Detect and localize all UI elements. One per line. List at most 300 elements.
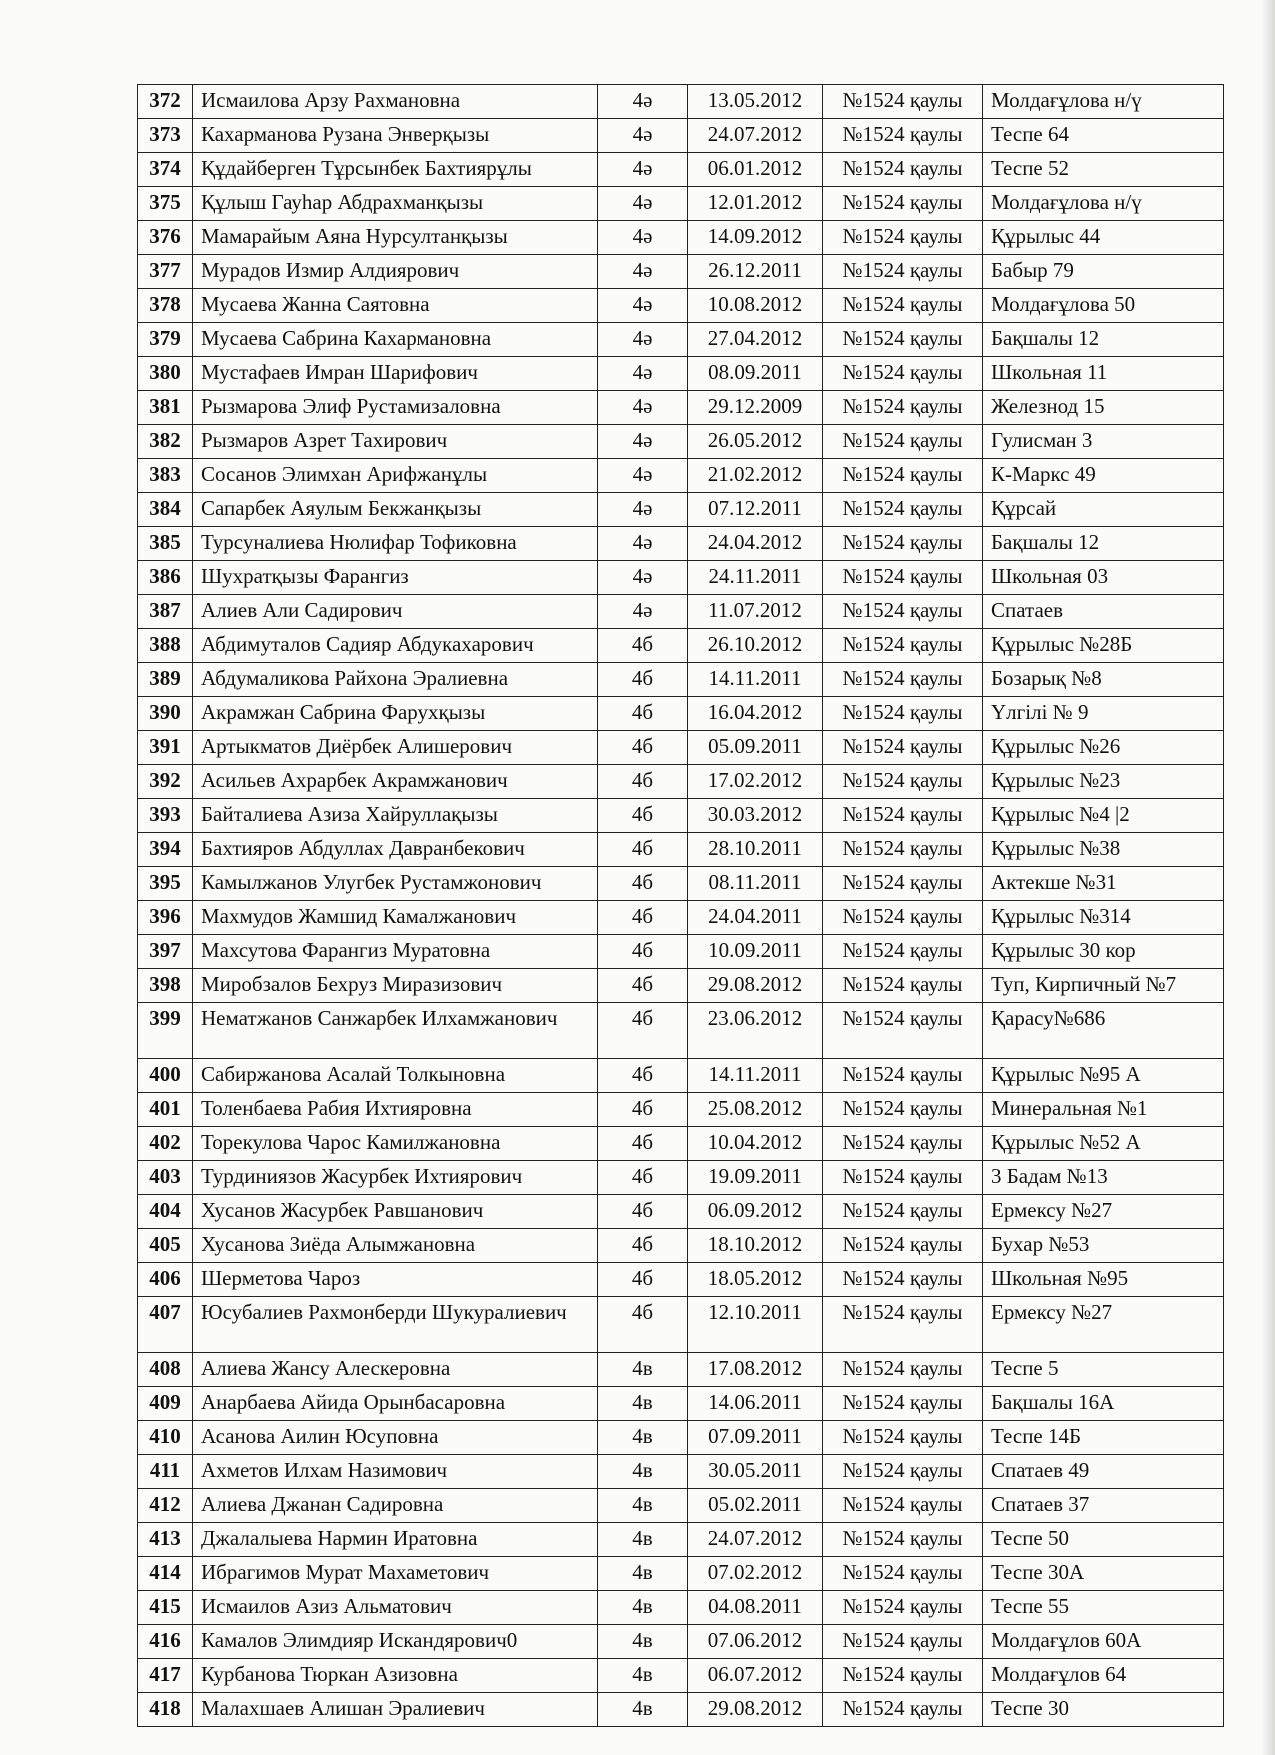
student-name: Акрамжан Сабрина Фарухқызы	[193, 697, 598, 731]
decree-reference: №1524 қаулы	[823, 867, 983, 901]
class-grade: 4б	[598, 1229, 688, 1263]
decree-reference: №1524 қаулы	[823, 255, 983, 289]
address: Спатаев 49	[983, 1455, 1224, 1489]
class-grade: 4б	[598, 1297, 688, 1353]
table-row	[138, 85, 1224, 119]
table-row	[138, 1625, 1224, 1659]
birth-date: 17.02.2012	[688, 765, 823, 799]
decree-reference: №1524 қаулы	[823, 1127, 983, 1161]
class-grade: 4б	[598, 833, 688, 867]
table-row	[138, 1659, 1224, 1693]
class-grade: 4ә	[598, 595, 688, 629]
table-row	[138, 765, 1224, 799]
row-number: 394	[138, 833, 193, 867]
address: Молдағұлова н/ү	[983, 85, 1224, 119]
birth-date: 29.12.2009	[688, 391, 823, 425]
decree-reference: №1524 қаулы	[823, 323, 983, 357]
table-row	[138, 527, 1224, 561]
address: Минеральная №1	[983, 1093, 1224, 1127]
decree-reference: №1524 қаулы	[823, 1093, 983, 1127]
student-name: Асильев Ахрарбек Акрамжанович	[193, 765, 598, 799]
student-name: Камылжанов Улугбек Рустамжонович	[193, 867, 598, 901]
address: Құрылыс 44	[983, 221, 1224, 255]
address: Туп, Кирпичный №7	[983, 969, 1224, 1003]
class-grade: 4ә	[598, 289, 688, 323]
birth-date: 08.09.2011	[688, 357, 823, 391]
address: Бақшалы 12	[983, 527, 1224, 561]
table-row	[138, 391, 1224, 425]
address: Бақшалы 12	[983, 323, 1224, 357]
decree-reference: №1524 қаулы	[823, 1625, 983, 1659]
decree-reference: №1524 қаулы	[823, 663, 983, 697]
student-name: Құлыш Гауһар Абдрахманқызы	[193, 187, 598, 221]
student-name: Алиев Али Садирович	[193, 595, 598, 629]
table-row	[138, 1297, 1224, 1353]
birth-date: 28.10.2011	[688, 833, 823, 867]
address: Қарасу№686	[983, 1003, 1224, 1059]
decree-reference: №1524 қаулы	[823, 1195, 983, 1229]
class-grade: 4б	[598, 663, 688, 697]
table-row	[138, 1353, 1224, 1387]
decree-reference: №1524 қаулы	[823, 493, 983, 527]
birth-date: 06.01.2012	[688, 153, 823, 187]
class-grade: 4в	[598, 1387, 688, 1421]
decree-reference: №1524 қаулы	[823, 595, 983, 629]
address: К-Маркс 49	[983, 459, 1224, 493]
class-grade: 4ә	[598, 391, 688, 425]
address: Молдағұлова н/ү	[983, 187, 1224, 221]
table-row	[138, 1059, 1224, 1093]
class-grade: 4б	[598, 1127, 688, 1161]
decree-reference: №1524 қаулы	[823, 153, 983, 187]
scan-edge-shadow	[1261, 0, 1275, 1755]
class-grade: 4ә	[598, 153, 688, 187]
student-name: Ибрагимов Мурат Махаметович	[193, 1557, 598, 1591]
student-name: Алиева Джанан Садировна	[193, 1489, 598, 1523]
row-number: 400	[138, 1059, 193, 1093]
decree-reference: №1524 қаулы	[823, 1591, 983, 1625]
decree-reference: №1524 қаулы	[823, 561, 983, 595]
address: Құрылыс №95 А	[983, 1059, 1224, 1093]
decree-reference: №1524 қаулы	[823, 1161, 983, 1195]
student-name: Сосанов Элимхан Арифжанұлы	[193, 459, 598, 493]
table-row	[138, 493, 1224, 527]
table-row	[138, 663, 1224, 697]
class-grade: 4ә	[598, 493, 688, 527]
address: 3 Бадам №13	[983, 1161, 1224, 1195]
address: Теспе 52	[983, 153, 1224, 187]
row-number: 383	[138, 459, 193, 493]
row-number: 417	[138, 1659, 193, 1693]
row-number: 407	[138, 1297, 193, 1353]
birth-date: 18.10.2012	[688, 1229, 823, 1263]
class-grade: 4б	[598, 935, 688, 969]
table-row	[138, 1229, 1224, 1263]
decree-reference: №1524 қаулы	[823, 527, 983, 561]
row-number: 378	[138, 289, 193, 323]
student-name: Шерметова Чароз	[193, 1263, 598, 1297]
birth-date: 04.08.2011	[688, 1591, 823, 1625]
address: Ермексу №27	[983, 1195, 1224, 1229]
student-name: Хусанова Зиёда Алымжановна	[193, 1229, 598, 1263]
student-name: Джалалыева Нармин Иратовна	[193, 1523, 598, 1557]
decree-reference: №1524 қаулы	[823, 221, 983, 255]
row-number: 399	[138, 1003, 193, 1059]
birth-date: 26.12.2011	[688, 255, 823, 289]
row-number: 375	[138, 187, 193, 221]
row-number: 379	[138, 323, 193, 357]
address: Құрылыс №52 А	[983, 1127, 1224, 1161]
table-row	[138, 221, 1224, 255]
address: Құрылыс №38	[983, 833, 1224, 867]
birth-date: 24.07.2012	[688, 119, 823, 153]
student-name: Шухратқызы Фарангиз	[193, 561, 598, 595]
address: Құрылыс 30 кор	[983, 935, 1224, 969]
decree-reference: №1524 қаулы	[823, 935, 983, 969]
class-grade: 4в	[598, 1693, 688, 1727]
student-name: Хусанов Жасурбек Равшанович	[193, 1195, 598, 1229]
row-number: 395	[138, 867, 193, 901]
row-number: 391	[138, 731, 193, 765]
class-grade: 4ә	[598, 221, 688, 255]
student-name: Исмаилов Азиз Альматович	[193, 1591, 598, 1625]
decree-reference: №1524 қаулы	[823, 969, 983, 1003]
address: Үлгілі № 9	[983, 697, 1224, 731]
table-row	[138, 255, 1224, 289]
address: Теспе 30	[983, 1693, 1224, 1727]
class-grade: 4ә	[598, 527, 688, 561]
birth-date: 17.08.2012	[688, 1353, 823, 1387]
address: Спатаев	[983, 595, 1224, 629]
student-name: Курбанова Тюркан Азизовна	[193, 1659, 598, 1693]
student-name: Турдиниязов Жасурбек Ихтиярович	[193, 1161, 598, 1195]
student-name: Мусаева Сабрина Кахармановна	[193, 323, 598, 357]
row-number: 409	[138, 1387, 193, 1421]
class-grade: 4в	[598, 1489, 688, 1523]
table-row	[138, 1263, 1224, 1297]
table-row	[138, 1127, 1224, 1161]
student-name: Толенбаева Рабия Ихтияровна	[193, 1093, 598, 1127]
student-name: Торекулова Чарос Камилжановна	[193, 1127, 598, 1161]
row-number: 405	[138, 1229, 193, 1263]
row-number: 385	[138, 527, 193, 561]
address: Бозарық №8	[983, 663, 1224, 697]
birth-date: 14.11.2011	[688, 663, 823, 697]
student-name: Ахметов Илхам Назимович	[193, 1455, 598, 1489]
row-number: 416	[138, 1625, 193, 1659]
birth-date: 26.10.2012	[688, 629, 823, 663]
address: Молдағұлов 64	[983, 1659, 1224, 1693]
class-grade: 4б	[598, 1093, 688, 1127]
student-name: Миробзалов Бехруз Миразизович	[193, 969, 598, 1003]
birth-date: 12.01.2012	[688, 187, 823, 221]
table-row	[138, 595, 1224, 629]
decree-reference: №1524 қаулы	[823, 1003, 983, 1059]
birth-date: 24.11.2011	[688, 561, 823, 595]
row-number: 382	[138, 425, 193, 459]
row-number: 402	[138, 1127, 193, 1161]
address: Құрылыс №26	[983, 731, 1224, 765]
student-name: Абдумаликова Райхона Эралиевна	[193, 663, 598, 697]
row-number: 412	[138, 1489, 193, 1523]
birth-date: 30.05.2011	[688, 1455, 823, 1489]
decree-reference: №1524 қаулы	[823, 1693, 983, 1727]
birth-date: 16.04.2012	[688, 697, 823, 731]
student-name: Құдайберген Тұрсынбек Бахтиярұлы	[193, 153, 598, 187]
class-grade: 4б	[598, 1003, 688, 1059]
birth-date: 14.09.2012	[688, 221, 823, 255]
row-number: 386	[138, 561, 193, 595]
table-row	[138, 935, 1224, 969]
decree-reference: №1524 қаулы	[823, 1297, 983, 1353]
student-name: Артыкматов Диёрбек Алишерович	[193, 731, 598, 765]
decree-reference: №1524 қаулы	[823, 1229, 983, 1263]
class-grade: 4б	[598, 969, 688, 1003]
address: Құрылыс №4 |2	[983, 799, 1224, 833]
decree-reference: №1524 қаулы	[823, 1353, 983, 1387]
decree-reference: №1524 қаулы	[823, 731, 983, 765]
class-grade: 4в	[598, 1659, 688, 1693]
student-name: Мурадов Измир Алдиярович	[193, 255, 598, 289]
student-name: Мамарайым Аяна Нурсултанқызы	[193, 221, 598, 255]
address: Гулисман 3	[983, 425, 1224, 459]
address: Теспе 5	[983, 1353, 1224, 1387]
decree-reference: №1524 қаулы	[823, 425, 983, 459]
row-number: 380	[138, 357, 193, 391]
birth-date: 19.09.2011	[688, 1161, 823, 1195]
class-grade: 4в	[598, 1353, 688, 1387]
address: Школьная 11	[983, 357, 1224, 391]
row-number: 401	[138, 1093, 193, 1127]
row-number: 398	[138, 969, 193, 1003]
row-number: 397	[138, 935, 193, 969]
birth-date: 11.07.2012	[688, 595, 823, 629]
table-row	[138, 901, 1224, 935]
table-row	[138, 629, 1224, 663]
row-number: 410	[138, 1421, 193, 1455]
class-grade: 4ә	[598, 357, 688, 391]
address: Спатаев 37	[983, 1489, 1224, 1523]
birth-date: 07.09.2011	[688, 1421, 823, 1455]
decree-reference: №1524 қаулы	[823, 289, 983, 323]
address: Теспе 30А	[983, 1557, 1224, 1591]
class-grade: 4б	[598, 765, 688, 799]
row-number: 415	[138, 1591, 193, 1625]
birth-date: 05.02.2011	[688, 1489, 823, 1523]
row-number: 388	[138, 629, 193, 663]
table-row	[138, 1557, 1224, 1591]
address: Школьная 03	[983, 561, 1224, 595]
birth-date: 24.07.2012	[688, 1523, 823, 1557]
address: Теспе 55	[983, 1591, 1224, 1625]
table-row	[138, 833, 1224, 867]
row-number: 411	[138, 1455, 193, 1489]
birth-date: 05.09.2011	[688, 731, 823, 765]
table-row	[138, 799, 1224, 833]
table-row	[138, 289, 1224, 323]
class-grade: 4б	[598, 799, 688, 833]
table-row	[138, 1455, 1224, 1489]
class-grade: 4б	[598, 1161, 688, 1195]
address: Школьная №95	[983, 1263, 1224, 1297]
table-row	[138, 1523, 1224, 1557]
student-name: Мустафаев Имран Шарифович	[193, 357, 598, 391]
birth-date: 14.11.2011	[688, 1059, 823, 1093]
birth-date: 10.08.2012	[688, 289, 823, 323]
row-number: 403	[138, 1161, 193, 1195]
decree-reference: №1524 қаулы	[823, 901, 983, 935]
class-grade: 4б	[598, 1195, 688, 1229]
table-row	[138, 731, 1224, 765]
class-grade: 4б	[598, 901, 688, 935]
table-row	[138, 1387, 1224, 1421]
birth-date: 12.10.2011	[688, 1297, 823, 1353]
birth-date: 23.06.2012	[688, 1003, 823, 1059]
student-name: Юсубалиев Рахмонберди Шукуралиевич	[193, 1297, 598, 1353]
table-row	[138, 1489, 1224, 1523]
address: Құрсай	[983, 493, 1224, 527]
student-name: Малахшаев Алишан Эралиевич	[193, 1693, 598, 1727]
row-number: 374	[138, 153, 193, 187]
table-row	[138, 187, 1224, 221]
row-number: 393	[138, 799, 193, 833]
birth-date: 30.03.2012	[688, 799, 823, 833]
birth-date: 07.02.2012	[688, 1557, 823, 1591]
class-grade: 4ә	[598, 85, 688, 119]
student-name: Кахарманова Рузана Энверқызы	[193, 119, 598, 153]
student-name: Исмаилова Арзу Рахмановна	[193, 85, 598, 119]
address: Актекше №31	[983, 867, 1224, 901]
student-name: Рызмарова Элиф Рустамизаловна	[193, 391, 598, 425]
table-row	[138, 1195, 1224, 1229]
student-name: Асанова Аилин Юсуповна	[193, 1421, 598, 1455]
decree-reference: №1524 қаулы	[823, 833, 983, 867]
row-number: 381	[138, 391, 193, 425]
birth-date: 14.06.2011	[688, 1387, 823, 1421]
birth-date: 10.09.2011	[688, 935, 823, 969]
student-name: Байталиева Азиза Хайруллақызы	[193, 799, 598, 833]
decree-reference: №1524 қаулы	[823, 1557, 983, 1591]
student-name: Турсуналиева Нюлифар Тофиковна	[193, 527, 598, 561]
class-grade: 4ә	[598, 425, 688, 459]
decree-reference: №1524 қаулы	[823, 1659, 983, 1693]
decree-reference: №1524 қаулы	[823, 1387, 983, 1421]
table-row	[138, 153, 1224, 187]
class-grade: 4б	[598, 731, 688, 765]
class-grade: 4б	[598, 867, 688, 901]
decree-reference: №1524 қаулы	[823, 85, 983, 119]
birth-date: 24.04.2012	[688, 527, 823, 561]
student-name: Махсутова Фарангиз Муратовна	[193, 935, 598, 969]
decree-reference: №1524 қаулы	[823, 1523, 983, 1557]
class-grade: 4в	[598, 1421, 688, 1455]
birth-date: 10.04.2012	[688, 1127, 823, 1161]
student-name: Махмудов Жамшид Камалжанович	[193, 901, 598, 935]
row-number: 389	[138, 663, 193, 697]
table-row	[138, 1421, 1224, 1455]
class-grade: 4б	[598, 1059, 688, 1093]
birth-date: 18.05.2012	[688, 1263, 823, 1297]
address: Құрылыс №23	[983, 765, 1224, 799]
row-number: 384	[138, 493, 193, 527]
address: Молдағұлова 50	[983, 289, 1224, 323]
table-row	[138, 969, 1224, 1003]
class-grade: 4б	[598, 1263, 688, 1297]
student-name: Мусаева Жанна Саятовна	[193, 289, 598, 323]
address: Бақшалы 16А	[983, 1387, 1224, 1421]
decree-reference: №1524 қаулы	[823, 799, 983, 833]
address: Теспе 50	[983, 1523, 1224, 1557]
decree-reference: №1524 қаулы	[823, 697, 983, 731]
class-grade: 4в	[598, 1557, 688, 1591]
class-grade: 4ә	[598, 323, 688, 357]
student-name: Анарбаева Айида Орынбасаровна	[193, 1387, 598, 1421]
decree-reference: №1524 қаулы	[823, 357, 983, 391]
decree-reference: №1524 қаулы	[823, 187, 983, 221]
decree-reference: №1524 қаулы	[823, 1421, 983, 1455]
decree-reference: №1524 қаулы	[823, 119, 983, 153]
birth-date: 07.06.2012	[688, 1625, 823, 1659]
address: Теспе 64	[983, 119, 1224, 153]
class-grade: 4ә	[598, 255, 688, 289]
decree-reference: №1524 қаулы	[823, 1489, 983, 1523]
row-number: 373	[138, 119, 193, 153]
decree-reference: №1524 қаулы	[823, 765, 983, 799]
row-number: 418	[138, 1693, 193, 1727]
student-name: Камалов Элимдияр Искандярович0	[193, 1625, 598, 1659]
student-name: Абдимуталов Садияр Абдукахарович	[193, 629, 598, 663]
class-grade: 4ә	[598, 119, 688, 153]
birth-date: 29.08.2012	[688, 969, 823, 1003]
birth-date: 06.07.2012	[688, 1659, 823, 1693]
address: Бухар №53	[983, 1229, 1224, 1263]
student-roster-table	[137, 84, 1224, 1727]
table-row	[138, 119, 1224, 153]
row-number: 376	[138, 221, 193, 255]
row-number: 377	[138, 255, 193, 289]
birth-date: 24.04.2011	[688, 901, 823, 935]
row-number: 408	[138, 1353, 193, 1387]
table-row	[138, 697, 1224, 731]
birth-date: 25.08.2012	[688, 1093, 823, 1127]
class-grade: 4в	[598, 1455, 688, 1489]
birth-date: 13.05.2012	[688, 85, 823, 119]
student-name: Сапарбек Аяулым Бекжанқызы	[193, 493, 598, 527]
table-row	[138, 1093, 1224, 1127]
student-name: Сабиржанова Асалай Толкыновна	[193, 1059, 598, 1093]
table-row	[138, 1003, 1224, 1059]
birth-date: 27.04.2012	[688, 323, 823, 357]
birth-date: 29.08.2012	[688, 1693, 823, 1727]
roster-body	[138, 85, 1224, 1727]
address: Құрылыс №314	[983, 901, 1224, 935]
row-number: 414	[138, 1557, 193, 1591]
table-row	[138, 867, 1224, 901]
table-row	[138, 1591, 1224, 1625]
row-number: 387	[138, 595, 193, 629]
row-number: 404	[138, 1195, 193, 1229]
table-row	[138, 561, 1224, 595]
birth-date: 07.12.2011	[688, 493, 823, 527]
class-grade: 4ә	[598, 561, 688, 595]
decree-reference: №1524 қаулы	[823, 1263, 983, 1297]
student-name: Бахтияров Абдуллах Давранбекович	[193, 833, 598, 867]
address: Ермексу №27	[983, 1297, 1224, 1353]
class-grade: 4в	[598, 1591, 688, 1625]
address: Молдағұлов 60А	[983, 1625, 1224, 1659]
row-number: 372	[138, 85, 193, 119]
class-grade: 4б	[598, 629, 688, 663]
